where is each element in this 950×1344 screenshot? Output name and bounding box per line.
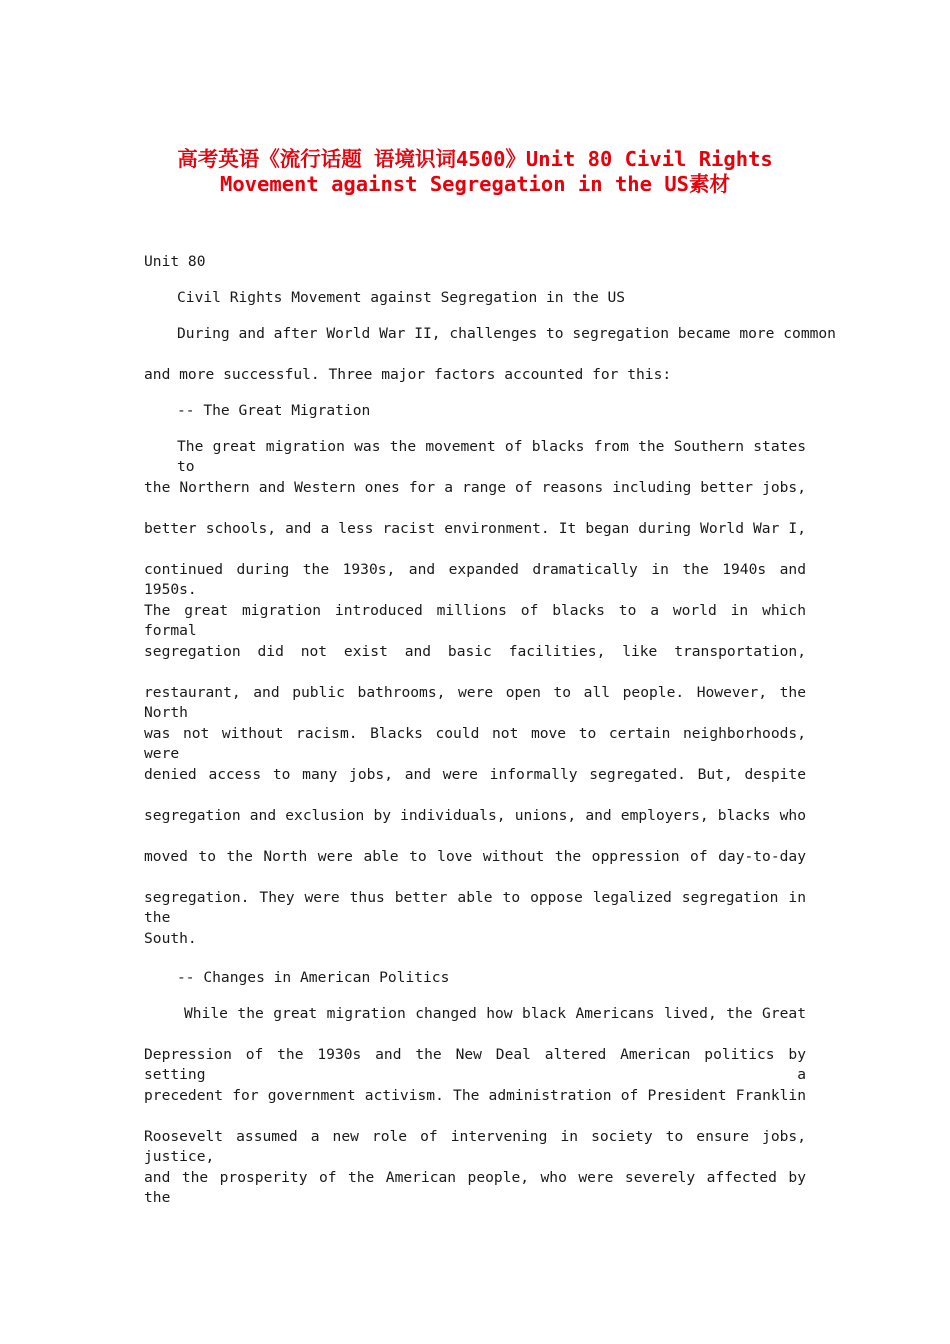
paragraph-line: segregation did not exist and basic facilities, like transportation, (144, 643, 806, 660)
paragraph-line: Roosevelt assumed a new role of intervening in society to ensure jobs, justice, (144, 1128, 806, 1165)
paragraph-line: restaurant, and public bathrooms, were open to all people. However, the North (144, 684, 806, 721)
paragraph-line: the Northern and Western ones for a range of reasons including better jobs, (144, 479, 806, 496)
title-line-1: 高考英语《流行话题 语境识词4500》Unit 80 Civil Rights (177, 147, 773, 171)
paragraph-line: was not without racism. Blacks could not move to certain neighborhoods, were (144, 725, 806, 762)
paragraph-line: While the great migration changed how black Americans lived, the Great (184, 1005, 806, 1022)
paragraph-line: segregation and exclusion by individuals, unions, and employers, blacks who (144, 807, 806, 824)
paragraph-line: and the prosperity of the American people, who were severely affected by the (144, 1169, 806, 1206)
paragraph-line: precedent for government activism. The administration of President Franklin (144, 1087, 806, 1104)
paragraph-line: South. (144, 930, 197, 947)
unit-label: Unit 80 (144, 253, 206, 270)
paragraph-line: Depression of the 1930s and the New Deal altered American politics by setting a (144, 1046, 806, 1083)
section-heading: Civil Rights Movement against Segregation in the US (177, 289, 626, 306)
subheading: -- The Great Migration (177, 402, 371, 419)
paragraph-line: During and after World War II, challenges to segregation became more common (177, 325, 836, 342)
paragraph-line: The great migration introduced millions of blacks to a world in which formal (144, 602, 806, 639)
paragraph-line: denied access to many jobs, and were informally segregated. But, despite (144, 766, 806, 783)
paragraph-line: segregation. They were thus better able to oppose legalized segregation in the (144, 889, 806, 926)
paragraph-line: and more successful. Three major factors accounted for this: (144, 366, 672, 383)
paragraph-line: The great migration was the movement of blacks from the Southern states to (177, 438, 806, 475)
paragraph-line: moved to the North were able to love without the oppression of day-to-day (144, 848, 806, 865)
subheading: -- Changes in American Politics (177, 969, 450, 986)
paragraph-line: better schools, and a less racist environment. It began during World War I, (144, 520, 806, 537)
paragraph-line: continued during the 1930s, and expanded dramatically in the 1940s and 1950s. (144, 561, 806, 598)
document-title (100, 147, 850, 197)
title-line-2: Movement against Segregation in the US素材 (220, 172, 730, 196)
